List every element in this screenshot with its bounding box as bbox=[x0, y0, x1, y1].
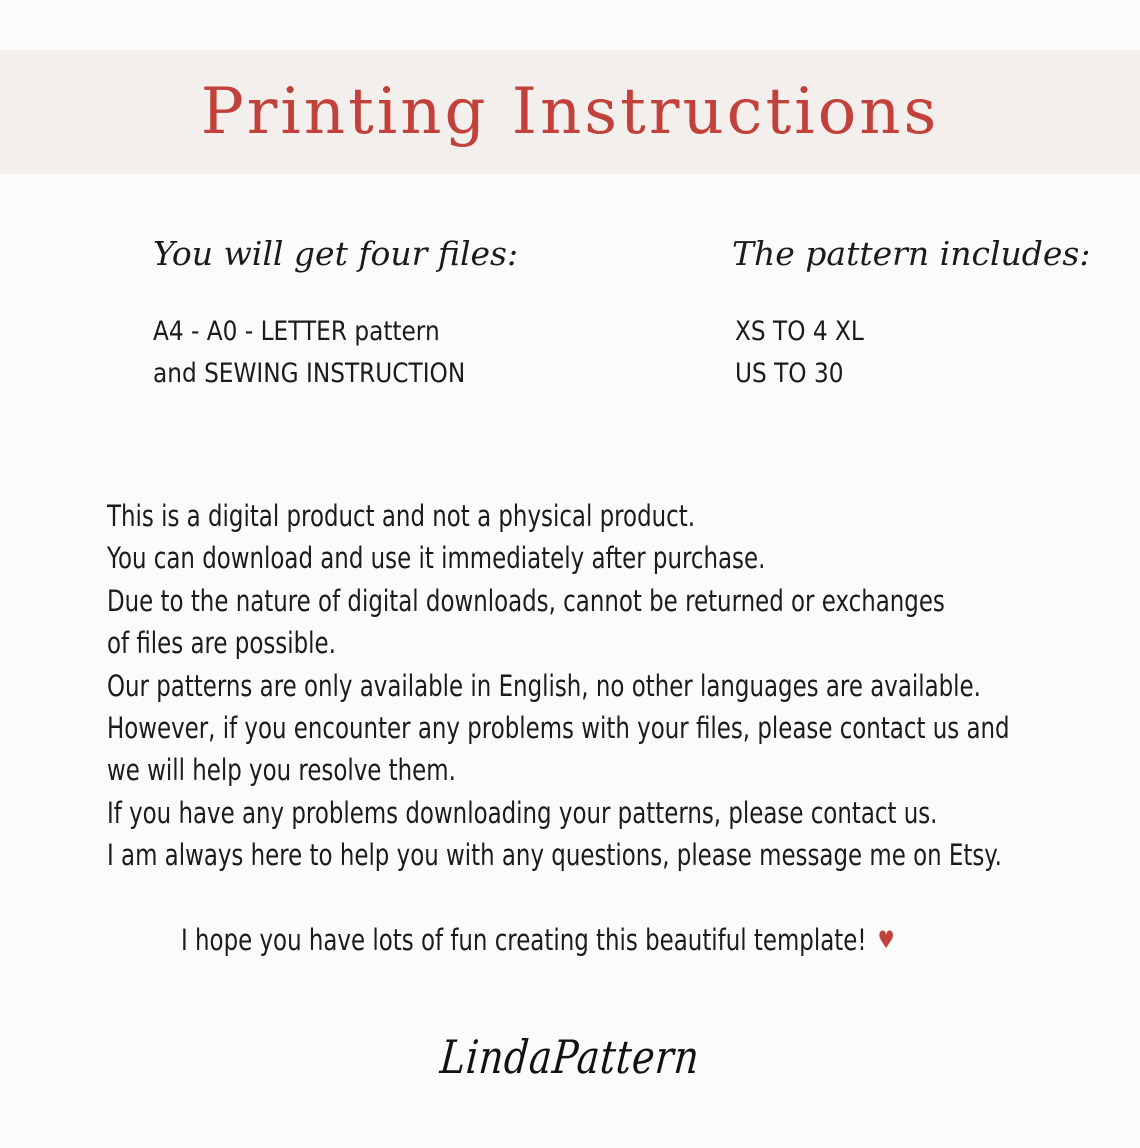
notice-line: However, if you encounter any problems with your files, please contact us and bbox=[107, 710, 1010, 745]
includes-line: XS TO 4 XL bbox=[735, 316, 864, 347]
notice-line: If you have any problems downloading your patterns, please contact us. bbox=[107, 795, 938, 830]
files-list bbox=[153, 311, 465, 395]
includes-line: US TO 30 bbox=[735, 358, 844, 389]
notice-line: we will help you resolve them. bbox=[107, 753, 456, 788]
notice-line: This is a digital product and not a physical product. bbox=[107, 499, 696, 533]
notice-line: You can download and use it immediately after purchase. bbox=[107, 541, 766, 576]
heart-icon: ♥ bbox=[877, 926, 895, 954]
page-title: Printing Instructions bbox=[200, 75, 940, 149]
notice-paragraph bbox=[107, 495, 1010, 877]
signature-logo: LindaPattern bbox=[438, 1030, 702, 1084]
notice-line: Due to the nature of digital downloads, cannot be returned or exchanges bbox=[107, 583, 945, 618]
closing-text: I hope you have lots of fun creating this beautiful template! bbox=[181, 923, 867, 957]
closing-line bbox=[181, 920, 895, 960]
includes-heading: The pattern includes: bbox=[732, 234, 1091, 273]
notice-line: I am always here to help you with any questions, please message me on Etsy. bbox=[107, 838, 1002, 873]
files-line: A4 - A0 - LETTER pattern bbox=[153, 316, 440, 347]
files-line: and SEWING INSTRUCTION bbox=[153, 358, 466, 389]
title-band bbox=[0, 50, 1140, 174]
files-heading: You will get four files: bbox=[153, 234, 519, 273]
notice-line: of files are possible. bbox=[107, 626, 336, 661]
notice-line: Our patterns are only available in English, no other languages are available. bbox=[107, 668, 981, 703]
includes-list bbox=[735, 311, 864, 395]
